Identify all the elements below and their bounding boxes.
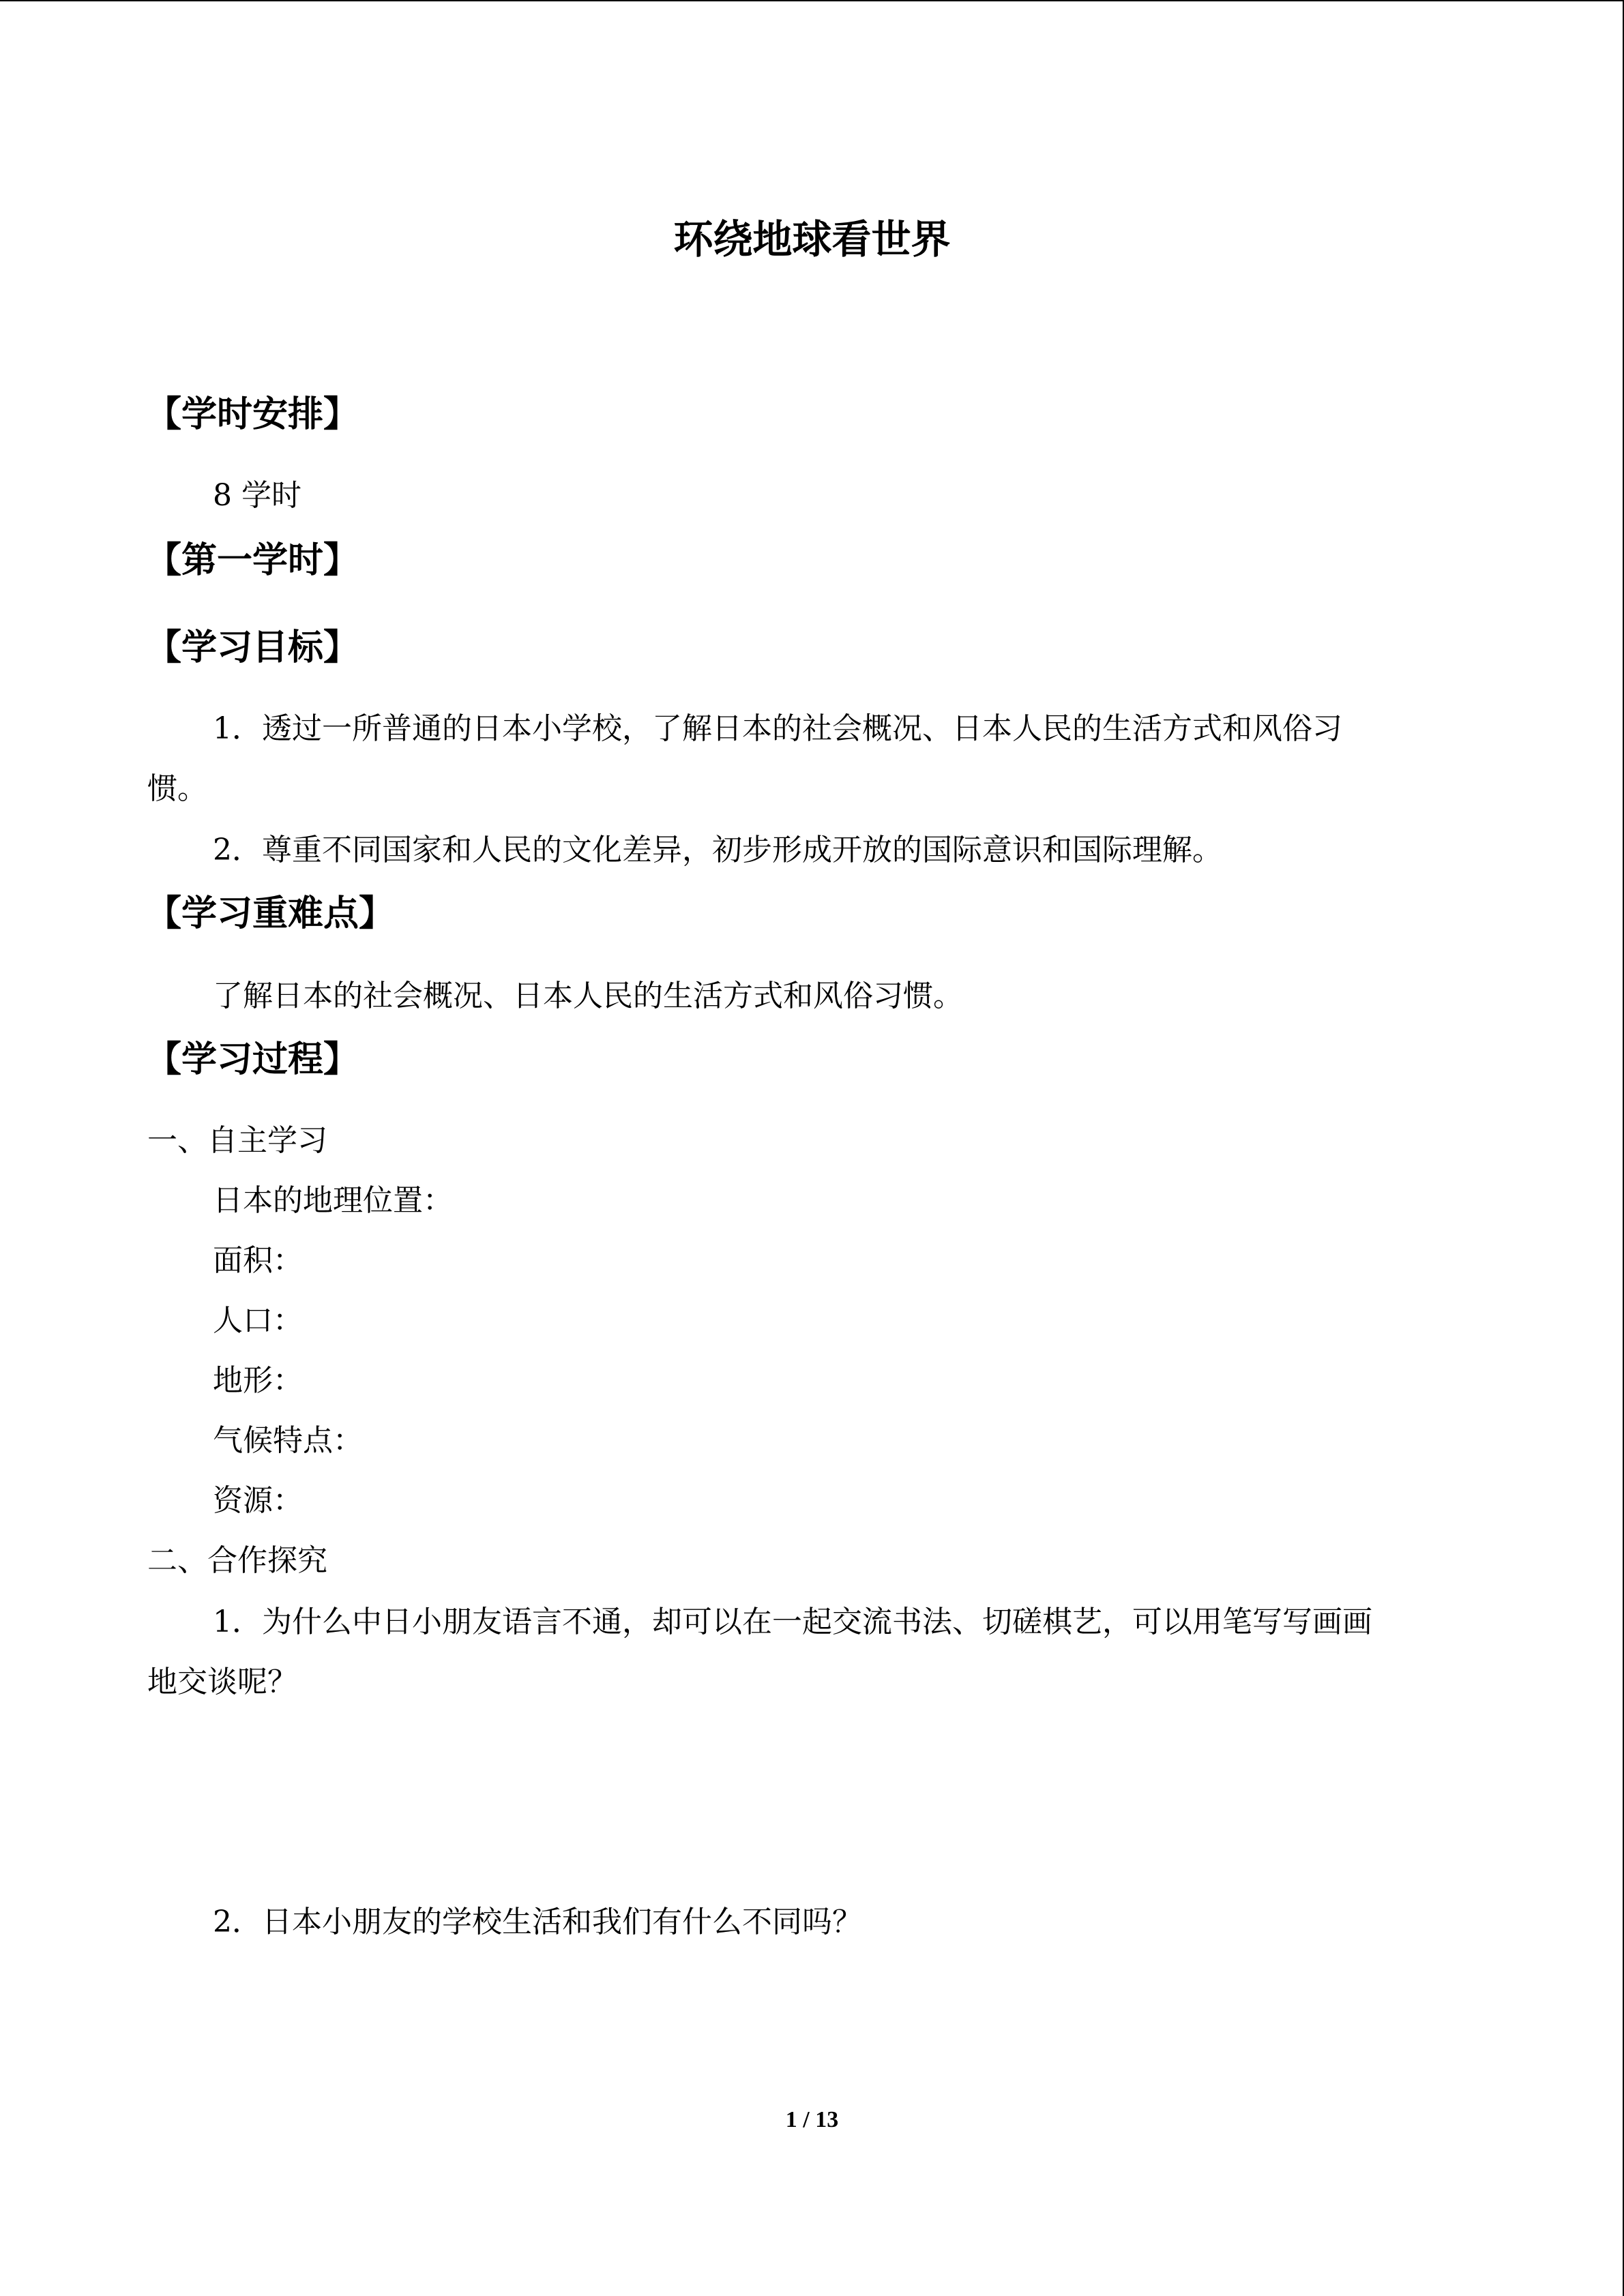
objective-2: 2．尊重不同国家和人民的文化差异，初步形成开放的国际意识和国际理解。	[213, 833, 1222, 867]
section-cooperative-title: 二、合作探究	[147, 1543, 327, 1578]
objective-1-line-1: 1．透过一所普通的日本小学校，了解日本的社会概况、日本人民的生活方式和风俗习	[213, 711, 1342, 746]
field-climate: 气候特点：	[213, 1423, 363, 1458]
question-1-line-2: 地交谈呢？	[147, 1665, 297, 1699]
section-self-study-title: 一、自主学习	[147, 1123, 327, 1158]
heading-schedule: 【学时安排】	[146, 394, 359, 435]
objective-1-line-2: 惯。	[147, 771, 207, 806]
key-points-text: 了解日本的社会概况、日本人民的生活方式和风俗习惯。	[213, 979, 963, 1013]
field-geographic-location: 日本的地理位置：	[213, 1183, 453, 1218]
field-resources: 资源：	[213, 1483, 303, 1518]
page-number: 1 / 13	[785, 2107, 839, 2132]
heading-objectives: 【学习目标】	[146, 627, 359, 668]
heading-process: 【学习过程】	[146, 1039, 359, 1080]
heading-key-points: 【学习重难点】	[146, 893, 395, 934]
field-area: 面积：	[213, 1243, 303, 1278]
document-title: 环绕地球看世界	[673, 216, 951, 263]
question-1-line-1: 1．为什么中日小朋友语言不通，却可以在一起交流书法、切磋棋艺，可以用笔写写画画	[213, 1605, 1372, 1639]
field-population: 人口：	[213, 1303, 303, 1338]
field-terrain: 地形：	[213, 1363, 303, 1398]
schedule-text: 8 学时	[213, 478, 301, 513]
heading-lesson-one: 【第一学时】	[146, 540, 359, 581]
question-2: 2．日本小朋友的学校生活和我们有什么不同吗？	[213, 1905, 862, 1939]
